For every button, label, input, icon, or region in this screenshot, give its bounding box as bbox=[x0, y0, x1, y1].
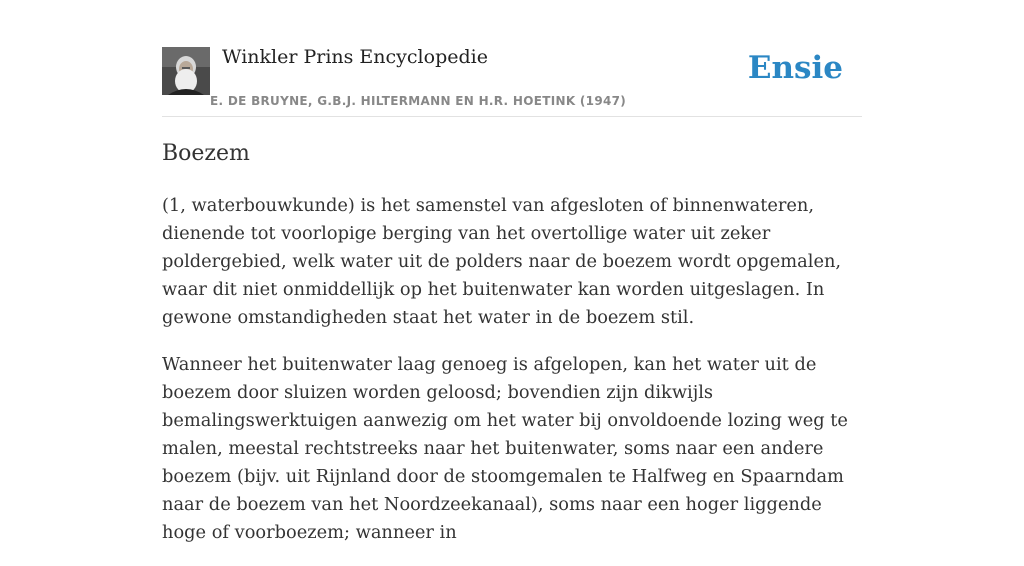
article-paragraph: Wanneer het buitenwater laag genoeg is afgelopen, kan het water uit de boezem door sluizen worden geloosd; bovendien zijn dikwijls bemalingswerktuigen aanwezig om het water bij onvoldoende lozing weg te malen, meestal rechtstreeks naar het buitenwater, soms naar een andere boezem (bijv. uit Rijnland door de stoomgemalen te Halfweg en Spaarndam naar de boezem van het Noordzeekanaal), soms naar een hoger liggende hoge of voorboezem; wanneer in bbox=[162, 354, 848, 543]
author-portrait-icon bbox=[162, 47, 210, 95]
ensie-logo-link[interactable]: Ensie bbox=[747, 50, 843, 86]
source-authors: E. DE BRUYNE, G.B.J. HILTERMANN EN H.R. HOETINK (1947) bbox=[210, 94, 627, 108]
page bbox=[162, 0, 862, 543]
source-header bbox=[162, 0, 862, 117]
article-title: Boezem bbox=[162, 141, 250, 166]
article-paragraph: (1, waterbouwkunde) is het samenstel van afgesloten of binnenwateren, dienende tot voorlopige berging van het overtollige water uit zeker poldergebied, welk water uit de polders naar de boezem wordt opgemalen, waar dit niet onmiddellijk op het buitenwater kan worden uitgeslagen. In gewone omstandigheden staat het water in de boezem stil. bbox=[162, 195, 842, 328]
source-title[interactable]: Winkler Prins Encyclopedie bbox=[222, 46, 488, 68]
article-body bbox=[162, 192, 862, 566]
